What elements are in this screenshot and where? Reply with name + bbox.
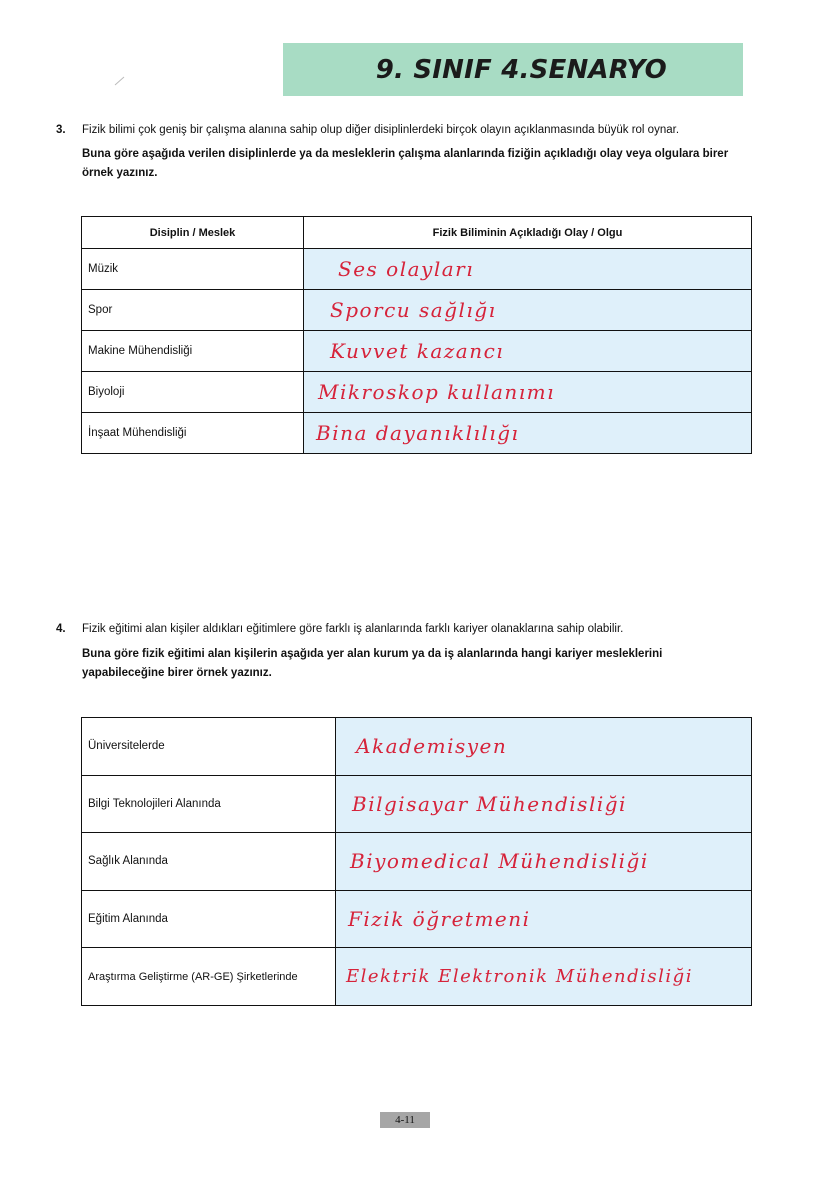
question-4-table bbox=[81, 717, 752, 1006]
table-row bbox=[82, 948, 752, 1006]
table-row bbox=[82, 249, 752, 290]
row-label: Üniversitelerde bbox=[82, 718, 336, 776]
table-row bbox=[82, 890, 752, 948]
row-label: Eğitim Alanında bbox=[82, 890, 336, 948]
question-4-number: 4. bbox=[56, 623, 66, 635]
row-label: Makine Mühendisliği bbox=[82, 331, 304, 372]
answer-cell[interactable] bbox=[336, 775, 752, 833]
handwritten-answer: Kuvvet kazancı bbox=[330, 339, 505, 363]
column-header-phenomenon: Fizik Biliminin Açıkladığı Olay / Olgu bbox=[304, 217, 752, 249]
question-3-table bbox=[81, 216, 752, 454]
handwritten-answer: Mikroskop kullanımı bbox=[318, 380, 556, 404]
answer-cell[interactable] bbox=[304, 372, 752, 413]
row-label: İnşaat Mühendisliği bbox=[82, 413, 304, 454]
table-row bbox=[82, 372, 752, 413]
table-row bbox=[82, 413, 752, 454]
handwritten-answer: Elektrik Elektronik Mühendisliği bbox=[346, 966, 693, 988]
handwritten-answer: Bilgisayar Mühendisliği bbox=[352, 791, 627, 816]
answer-cell[interactable] bbox=[336, 890, 752, 948]
question-3-number: 3. bbox=[56, 124, 66, 136]
column-header-discipline: Disiplin / Meslek bbox=[82, 217, 304, 249]
table-row bbox=[82, 775, 752, 833]
question-4-intro: Fizik eğitimi alan kişiler aldıkları eğitimlere göre farklı iş alanlarında farklı kariyer olanaklarına sahip olabilir. bbox=[82, 623, 624, 635]
answer-cell[interactable] bbox=[304, 249, 752, 290]
page-number: 4-11 bbox=[380, 1112, 430, 1128]
row-label: Müzik bbox=[82, 249, 304, 290]
row-label: Araştırma Geliştirme (AR-GE) Şirketlerinde bbox=[82, 948, 336, 1006]
answer-cell[interactable] bbox=[336, 718, 752, 776]
handwritten-answer: Ses olayları bbox=[338, 257, 475, 281]
table-row bbox=[82, 833, 752, 891]
pen-mark-icon bbox=[113, 74, 127, 88]
table-header-row bbox=[82, 217, 752, 249]
row-label: Biyoloji bbox=[82, 372, 304, 413]
handwritten-answer: Akademisyen bbox=[356, 734, 508, 759]
table-row bbox=[82, 290, 752, 331]
question-3-instruction: Buna göre aşağıda verilen disiplinlerde ya da mesleklerin çalışma alanlarında fiziğin açıkladığı olay veya olgulara birer örnek yazınız. bbox=[82, 148, 729, 179]
handwritten-answer: Sporcu sağlığı bbox=[330, 298, 497, 322]
row-label: Bilgi Teknolojileri Alanında bbox=[82, 775, 336, 833]
row-label: Spor bbox=[82, 290, 304, 331]
answer-cell[interactable] bbox=[336, 833, 752, 891]
handwritten-answer: Fizik öğretmeni bbox=[348, 907, 531, 932]
table-row bbox=[82, 331, 752, 372]
header-banner bbox=[283, 43, 743, 96]
page-title: 9. SINIF 4.SENARYO bbox=[375, 55, 667, 85]
question-4-instruction: Buna göre fizik eğitimi alan kişilerin aşağıda yer alan kurum ya da iş alanlarında hangi kariyer mesleklerini yapabileceğine birer örnek yazınız. bbox=[82, 648, 663, 679]
answer-cell[interactable] bbox=[304, 413, 752, 454]
question-3-intro: Fizik bilimi çok geniş bir çalışma alanına sahip olup diğer disiplinlerdeki birçok olayın açıklanmasında büyük rol oynar. bbox=[82, 124, 680, 136]
answer-cell[interactable] bbox=[304, 331, 752, 372]
row-label: Sağlık Alanında bbox=[82, 833, 336, 891]
table-row bbox=[82, 718, 752, 776]
answer-cell[interactable] bbox=[336, 948, 752, 1006]
handwritten-answer: Bina dayanıklılığı bbox=[316, 421, 520, 445]
answer-cell[interactable] bbox=[304, 290, 752, 331]
handwritten-answer: Biyomedical Mühendisliği bbox=[350, 849, 649, 874]
